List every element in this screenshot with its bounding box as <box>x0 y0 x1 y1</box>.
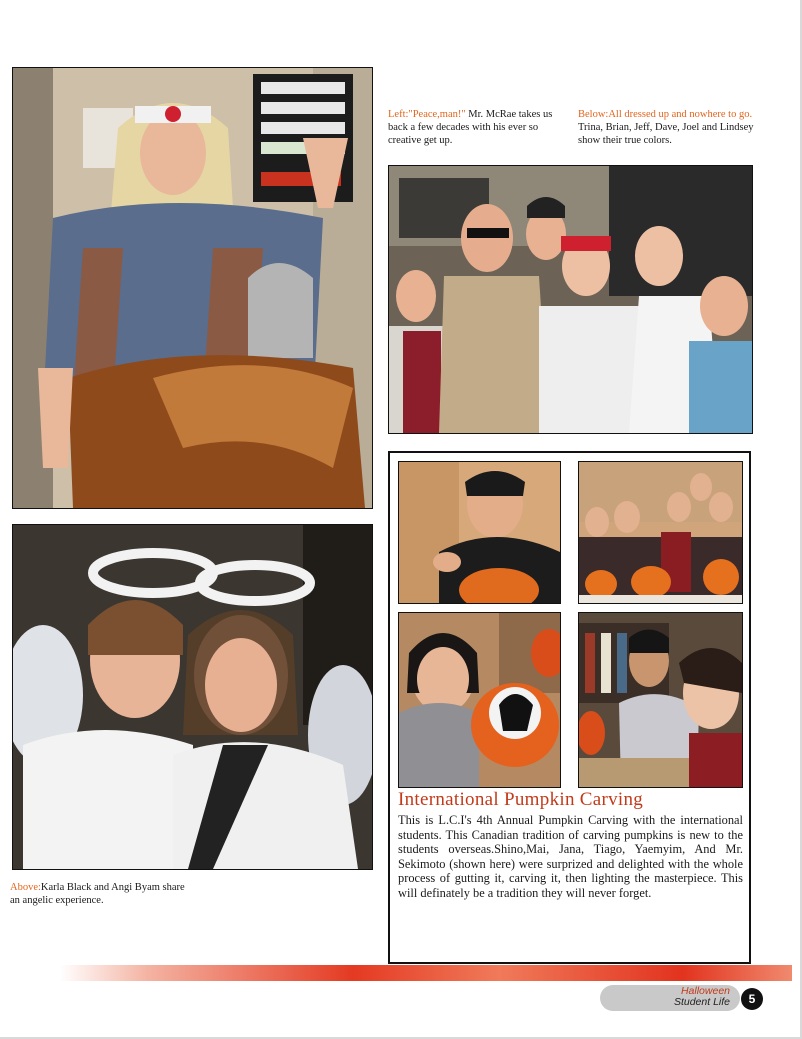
group-costume-photo <box>388 165 753 434</box>
footer-section-line2: Student Life <box>673 996 730 1008</box>
caption-lead: Left:"Peace,man!" <box>388 109 466 120</box>
caption-text: Karla Black and Angi Byam share an angelic experience. <box>10 882 185 906</box>
hippie-costume-photo <box>12 67 373 509</box>
angel-photo-caption <box>10 881 195 907</box>
story-body: This is L.C.I's 4th Annual Pumpkin Carving with the international students. This Canadian tradition of carving pumpkins is new to the students overseas.Shino,Mai, Jana, Tiago, Yaemyim, And Mr. Sekimoto (shown here) were surprized and delighted with the whole process of gutting it, carving it, then lighting the masterpiece. This will definately be a tradition they will never forget. <box>398 813 743 900</box>
pumpkin-photo-table <box>578 612 743 788</box>
caption-lead: Above: <box>10 882 41 893</box>
angel-costume-photo <box>12 524 373 870</box>
page-number: 5 <box>741 988 763 1010</box>
caption-text: Mr. McRae takes us back a few decades with his ever so creative get up. <box>388 109 553 146</box>
hippie-photo-caption <box>388 108 570 147</box>
caption-text: Trina, Brian, Jeff, Dave, Joel and Lindsey show their true colors. <box>578 122 754 146</box>
pumpkin-photo-group <box>578 461 743 604</box>
group-photo-caption <box>578 108 754 147</box>
pumpkin-photo-sekimoto <box>398 461 561 604</box>
footer-section-line1: Halloween <box>680 985 730 997</box>
pumpkin-photo-carved <box>398 612 561 788</box>
story-title: International Pumpkin Carving <box>398 789 644 810</box>
caption-lead: Below:All dressed up and nowhere to go. <box>578 109 753 120</box>
footer-section-label <box>612 986 730 1008</box>
footer-stripe <box>60 965 792 981</box>
